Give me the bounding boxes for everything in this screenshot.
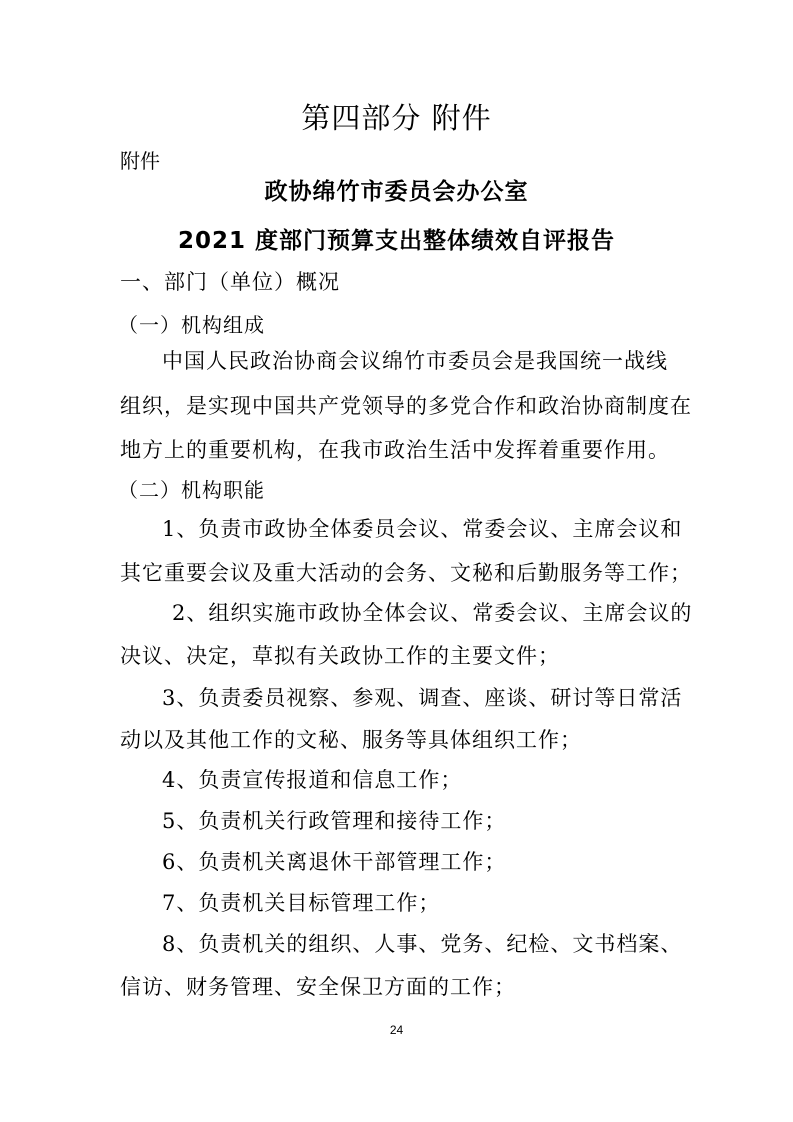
page-number: 24 [389, 1023, 404, 1037]
paragraph-line: 组织，是实现中国共产党领导的多党合作和政治协商制度在 [120, 394, 692, 418]
annex-label: 附件 [120, 149, 160, 173]
function-item-3-line2: 动以及其他工作的文秘、服务等具体组织工作； [120, 728, 582, 752]
function-item-2-line1: 2、组织实施市政协全体会议、常委会议、主席会议的 [172, 601, 693, 625]
paragraph-line: 地方上的重要机构，在我市政治生活中发挥着重要作用。 [120, 438, 670, 462]
function-item-8-line2: 信访、财务管理、安全保卫方面的工作； [120, 975, 516, 999]
function-item-4: 4、负责宣传报道和信息工作； [162, 768, 463, 792]
function-item-7: 7、负责机关目标管理工作； [162, 891, 441, 915]
sub-heading-functions: （二）机构职能 [118, 478, 265, 502]
part-title: 第四部分 附件 [301, 101, 492, 135]
sub-heading-composition: （一）机构组成 [118, 313, 265, 337]
function-item-6: 6、负责机关离退休干部管理工作； [162, 850, 507, 874]
function-item-1-line2: 其它重要会议及重大活动的会务、文秘和后勤服务等工作； [120, 561, 692, 585]
function-item-2-line2: 决议、决定，草拟有关政协工作的主要文件； [120, 644, 560, 668]
function-item-1-line1: 1、负责市政协全体委员会议、常委会议、主席会议和 [162, 517, 683, 541]
function-item-5: 5、负责机关行政管理和接待工作； [162, 809, 507, 833]
report-title-line1: 政协绵竹市委员会办公室 [264, 179, 529, 205]
report-title-line2: 2021 度部门预算支出整体绩效自评报告 [177, 228, 616, 254]
function-item-8-line1: 8、负责机关的组织、人事、党务、纪检、文书档案、 [162, 932, 683, 956]
function-item-3-line1: 3、负责委员视察、参观、调查、座谈、研讨等日常活 [162, 686, 683, 710]
paragraph-line: 中国人民政治协商会议绵竹市委员会是我国统一战线 [162, 349, 668, 373]
section-heading-overview: 一、部门（单位）概况 [120, 270, 340, 294]
